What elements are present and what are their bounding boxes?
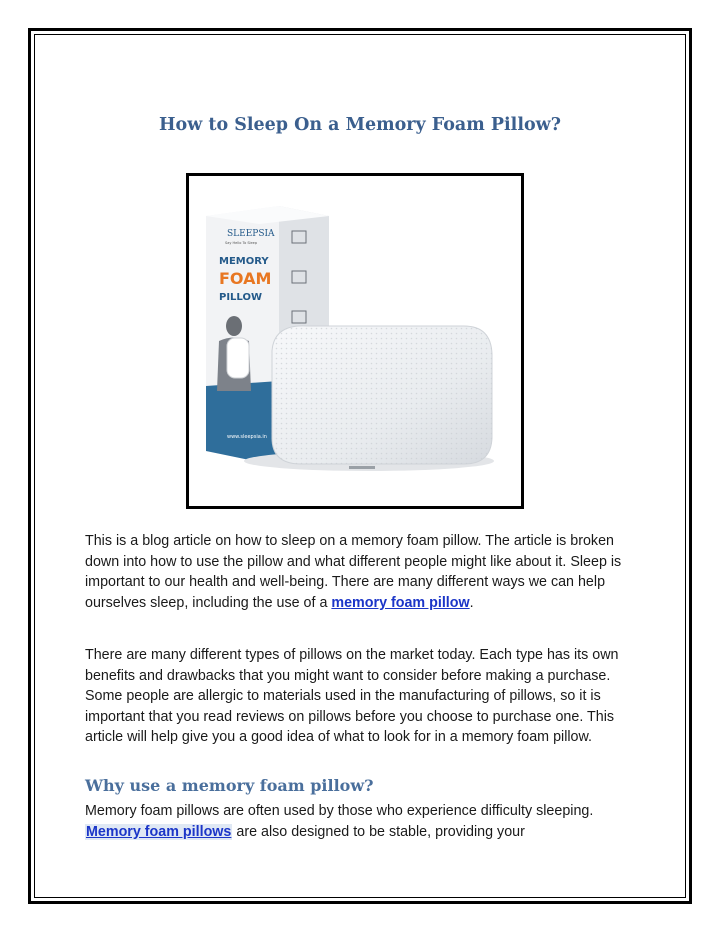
- box-tagline: Say Hello To Sleep: [225, 241, 258, 245]
- box-brand: SLEEPSIA: [227, 229, 275, 239]
- memory-foam-pillow-link[interactable]: memory foam pillow: [331, 594, 470, 611]
- memory-foam-pillow-illustration: [189, 176, 521, 506]
- paragraph-why-use-end: are also designed to be stable, providing your: [232, 823, 525, 840]
- product-image: [186, 173, 524, 509]
- paragraph-pillow-types: [85, 645, 645, 748]
- paragraph-why-use: [85, 801, 645, 842]
- memory-foam-pillows-link[interactable]: Memory foam pillows: [86, 823, 232, 840]
- paragraph-intro-text: This is a blog article on how to sleep on a memory foam pillow. The article is broken down into how to use the pillow and what different people might like about it. Sleep is important to our health and well-being. There are many different ways we can help ourselves sleep, including the use of a: [85, 533, 622, 611]
- section-heading-why-use: Why use a memory foam pillow?: [85, 776, 374, 795]
- box-title-line3: PILLOW: [219, 292, 262, 303]
- person-head: [226, 316, 242, 336]
- paragraph-why-use-text: Memory foam pillows are often used by those who experience difficulty sleeping.: [85, 803, 594, 819]
- paragraph-pillow-types-text: There are many different types of pillows on the market today. Each type has its own benefits and drawbacks that you might want to consider before making a purchase. Some people are allergic to materials used in the manufacturing of pillows, so it is important that you read reviews on pillows before you choose to purchase one. This article will help give you a good idea of what to look for in a memory foam pillow.: [85, 647, 619, 746]
- pillow-texture: [272, 326, 492, 464]
- paragraph-intro-end: .: [469, 594, 474, 611]
- person-held-pillow: [227, 338, 249, 378]
- box-title-line2: FOAM: [219, 269, 272, 288]
- pillow-zipper: [349, 466, 375, 469]
- document-title: How to Sleep On a Memory Foam Pillow?: [159, 115, 561, 135]
- box-blue-band: [206, 381, 279, 466]
- box-url: www.sleepsia.in: [227, 434, 267, 440]
- box-title-line1: MEMORY: [219, 256, 269, 267]
- paragraph-intro: [85, 531, 645, 613]
